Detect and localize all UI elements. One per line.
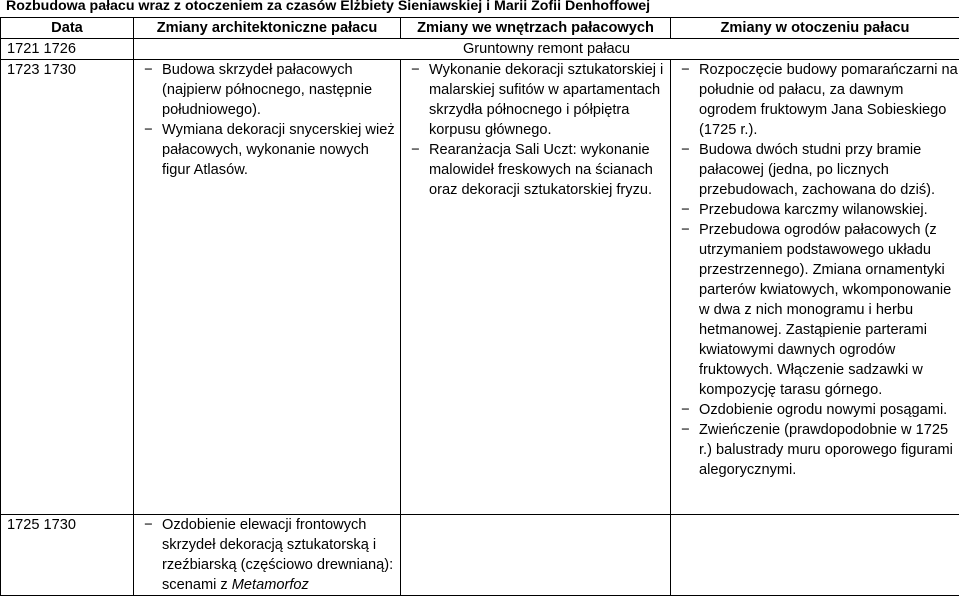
interiors-cell [401,60,671,515]
list-item: − Przebudowa karczmy wilanowskiej. [681,202,928,218]
list-item: − Rozpoczęcie budowy pomarańczarni na południe od pałacu, za dawnym ogrodem fruktowym Jana Sobieskiego (1725 r.). [681,62,958,138]
list-item: − Zwieńczenie (prawdopodobnie w 1725 r.) balustrady muru oporowego figurami alegorycznymi. [681,422,953,478]
list-item: − Ozdobienie elewacji frontowych skrzydeł dekoracją sztukatorską i rzeźbiarską (częściowo drewnianą): scenami z Metamorfoz [144,517,394,593]
dash-bullet: − [681,222,690,238]
dash-bullet: − [144,517,153,533]
interiors-cell [401,515,671,596]
architecture-cell [134,60,401,515]
table-row [1,60,959,515]
dash-bullet: − [681,402,690,418]
list-item: − Budowa dwóch studni przy bramie pałacowej (jedna, po licznych przebudowach, zachowana do dziś). [681,142,936,198]
date-cell: 1725 1730 [1,515,134,596]
header-surroundings: Zmiany w otoczeniu pałacu [671,18,959,39]
span-cell: Gruntowny remont pałacu [134,39,959,60]
dash-bullet: − [681,62,690,78]
header-architecture: Zmiany architektoniczne pałacu [134,18,401,39]
list-item: − Budowa skrzydeł pałacowych (najpierw północnego, następnie południowego). [144,62,373,118]
list-item: − Ozdobienie ogrodu nowymi posągami. [681,402,948,418]
dash-bullet: − [681,202,690,218]
date-cell: 1723 1730 [1,60,134,515]
italic-title: Metamorfoz [231,577,309,593]
palace-changes-table [0,17,959,596]
surroundings-cell [671,515,959,596]
page-title: Rozbudowa pałacu wraz z otoczeniem za czasów Elżbiety Sieniawskiej i Marii Zofii Denhoffowej [6,0,651,14]
list-item: − Wykonanie dekoracji sztukatorskiej i malarskiej sufitów w apartamentach skrzydła północnego i półpiętra korpusu głównego. [411,62,664,138]
date-cell: 1721 1726 [1,39,134,60]
table-row [1,515,959,596]
header-row [1,18,959,39]
surroundings-cell [671,60,959,515]
header-date: Data [1,18,134,39]
header-interiors: Zmiany we wnętrzach pałacowych [401,18,671,39]
list-item: − Przebudowa ogrodów pałacowych (z utrzymaniem podstawowego układu przestrzennego). Zmiana ornamentyki parterów kwiatowych, wkomponowanie w dwa z nich monogramu i herbu hetmanowej. Zastąpienie parterami kwiatowymi dawnych ogrodów fruktowych. Włączenie sadzawki w kompozycję tarasu górnego. [681,222,952,398]
dash-bullet: − [681,142,690,158]
architecture-cell [134,515,401,596]
list-item: − Wymiana dekoracji snycerskiej wież pałacowych, wykonanie nowych figur Atlasów. [144,122,395,178]
dash-bullet: − [144,122,153,138]
table-row [1,39,959,60]
dash-bullet: − [681,422,690,438]
dash-bullet: − [411,142,420,158]
dash-bullet: − [411,62,420,78]
list-item: − Rearanżacja Sali Uczt: wykonanie malowideł freskowych na ścianach oraz dekoracji sztukatorskiej fryzu. [411,142,653,198]
dash-bullet: − [144,62,153,78]
